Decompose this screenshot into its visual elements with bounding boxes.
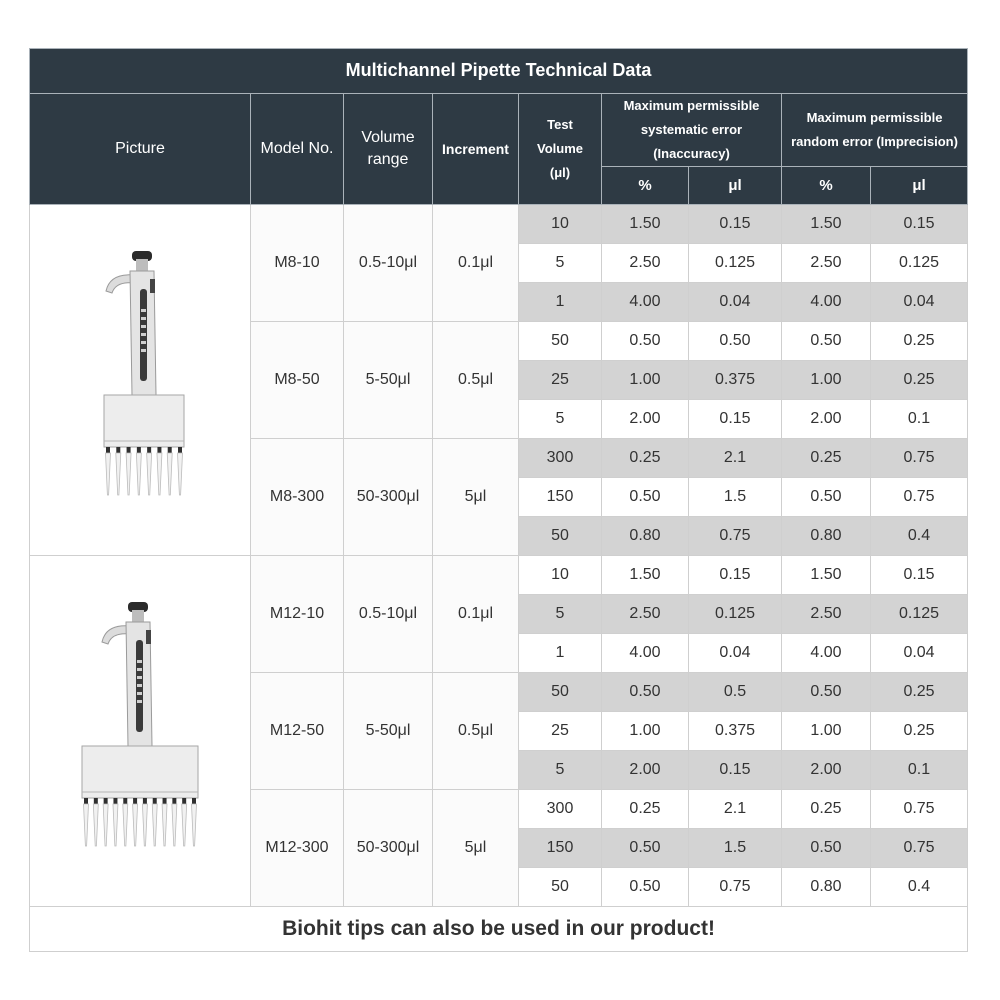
systematic-pct-cell: 0.50 <box>602 322 689 361</box>
test-volume-cell: 25 <box>519 361 602 400</box>
table-body <box>30 205 968 952</box>
volume-range-cell: 5-50μl <box>344 673 433 790</box>
random-pct-cell: 0.80 <box>782 868 871 907</box>
test-volume-cell: 50 <box>519 322 602 361</box>
test-volume-cell: 5 <box>519 244 602 283</box>
random-ul-cell: 0.4 <box>871 868 968 907</box>
random-ul-cell: 0.1 <box>871 400 968 439</box>
systematic-ul-cell: 0.15 <box>689 400 782 439</box>
test-volume-cell: 300 <box>519 439 602 478</box>
footer-note: Biohit tips can also be used in our product! <box>30 907 968 952</box>
volume-range-cell: 0.5-10μl <box>344 556 433 673</box>
volume-range-cell: 50-300μl <box>344 790 433 907</box>
volume-range-cell: 0.5-10μl <box>344 205 433 322</box>
systematic-ul-cell: 0.15 <box>689 556 782 595</box>
systematic-ul-cell: 0.375 <box>689 361 782 400</box>
header-systematic-error: Maximum permissible systematic error (Inaccuracy) <box>602 94 782 167</box>
random-pct-cell: 0.25 <box>782 790 871 829</box>
random-pct-cell: 1.50 <box>782 556 871 595</box>
random-ul-cell: 0.25 <box>871 673 968 712</box>
systematic-pct-cell: 0.50 <box>602 673 689 712</box>
increment-cell: 0.5μl <box>433 673 519 790</box>
model-cell: M12-300 <box>251 790 344 907</box>
random-pct-cell: 1.00 <box>782 712 871 751</box>
increment-cell: 5μl <box>433 439 519 556</box>
systematic-ul-cell: 0.50 <box>689 322 782 361</box>
systematic-pct-cell: 0.50 <box>602 868 689 907</box>
test-volume-cell: 150 <box>519 829 602 868</box>
systematic-ul-cell: 0.15 <box>689 751 782 790</box>
random-ul-cell: 0.15 <box>871 205 968 244</box>
test-volume-cell: 25 <box>519 712 602 751</box>
systematic-pct-cell: 0.80 <box>602 517 689 556</box>
technical-data-sheet <box>29 48 967 952</box>
systematic-pct-cell: 1.00 <box>602 361 689 400</box>
volume-range-cell: 5-50μl <box>344 322 433 439</box>
systematic-pct-cell: 2.00 <box>602 751 689 790</box>
systematic-pct-cell: 0.25 <box>602 790 689 829</box>
test-volume-cell: 1 <box>519 634 602 673</box>
random-ul-cell: 0.125 <box>871 244 968 283</box>
increment-cell: 0.1μl <box>433 556 519 673</box>
header-random-pct: % <box>782 167 871 205</box>
pipette-drawing <box>40 596 240 866</box>
table-row <box>30 556 968 595</box>
systematic-ul-cell: 0.125 <box>689 595 782 634</box>
volume-range-cell: 50-300μl <box>344 439 433 556</box>
random-pct-cell: 0.80 <box>782 517 871 556</box>
systematic-ul-cell: 0.04 <box>689 283 782 322</box>
random-pct-cell: 0.50 <box>782 322 871 361</box>
random-ul-cell: 0.25 <box>871 361 968 400</box>
systematic-ul-cell: 0.75 <box>689 517 782 556</box>
test-volume-cell: 1 <box>519 283 602 322</box>
systematic-ul-cell: 0.04 <box>689 634 782 673</box>
test-volume-cell: 50 <box>519 673 602 712</box>
model-cell: M12-10 <box>251 556 344 673</box>
random-ul-cell: 0.25 <box>871 322 968 361</box>
systematic-ul-cell: 0.5 <box>689 673 782 712</box>
systematic-pct-cell: 2.50 <box>602 595 689 634</box>
header-model: Model No. <box>251 94 344 205</box>
model-cell: M8-300 <box>251 439 344 556</box>
test-volume-cell: 300 <box>519 790 602 829</box>
random-pct-cell: 0.25 <box>782 439 871 478</box>
test-volume-cell: 150 <box>519 478 602 517</box>
test-volume-cell: 5 <box>519 400 602 439</box>
test-volume-cell: 50 <box>519 517 602 556</box>
test-volume-cell: 5 <box>519 751 602 790</box>
header-increment: Increment <box>433 94 519 205</box>
systematic-ul-cell: 0.125 <box>689 244 782 283</box>
table-title: Multichannel Pipette Technical Data <box>30 49 968 94</box>
random-ul-cell: 0.125 <box>871 595 968 634</box>
random-pct-cell: 2.50 <box>782 595 871 634</box>
random-ul-cell: 0.75 <box>871 478 968 517</box>
header-picture: Picture <box>30 94 251 205</box>
random-ul-cell: 0.1 <box>871 751 968 790</box>
systematic-ul-cell: 1.5 <box>689 829 782 868</box>
increment-cell: 0.5μl <box>433 322 519 439</box>
random-ul-cell: 0.75 <box>871 790 968 829</box>
header-systematic-pct: % <box>602 167 689 205</box>
pipette-drawing <box>40 245 240 515</box>
random-pct-cell: 4.00 <box>782 283 871 322</box>
random-ul-cell: 0.25 <box>871 712 968 751</box>
random-ul-cell: 0.04 <box>871 283 968 322</box>
systematic-ul-cell: 0.75 <box>689 868 782 907</box>
random-pct-cell: 2.50 <box>782 244 871 283</box>
header-random-error: Maximum permissible random error (Imprecision) <box>782 94 968 167</box>
increment-cell: 0.1μl <box>433 205 519 322</box>
random-pct-cell: 0.50 <box>782 478 871 517</box>
table-row <box>30 205 968 244</box>
systematic-ul-cell: 0.375 <box>689 712 782 751</box>
random-pct-cell: 1.50 <box>782 205 871 244</box>
pipette-12-channel-icon <box>30 556 251 907</box>
model-cell: M12-50 <box>251 673 344 790</box>
systematic-ul-cell: 0.15 <box>689 205 782 244</box>
technical-data-table <box>29 48 968 952</box>
systematic-ul-cell: 1.5 <box>689 478 782 517</box>
systematic-pct-cell: 0.25 <box>602 439 689 478</box>
systematic-ul-cell: 2.1 <box>689 790 782 829</box>
random-ul-cell: 0.4 <box>871 517 968 556</box>
test-volume-cell: 5 <box>519 595 602 634</box>
systematic-ul-cell: 2.1 <box>689 439 782 478</box>
systematic-pct-cell: 0.50 <box>602 829 689 868</box>
random-pct-cell: 2.00 <box>782 400 871 439</box>
model-cell: M8-50 <box>251 322 344 439</box>
header-volume-range: Volume range <box>344 94 433 205</box>
header-test-volume: Test Volume (μl) <box>519 94 602 205</box>
random-pct-cell: 2.00 <box>782 751 871 790</box>
random-pct-cell: 0.50 <box>782 829 871 868</box>
systematic-pct-cell: 1.50 <box>602 205 689 244</box>
random-ul-cell: 0.15 <box>871 556 968 595</box>
test-volume-cell: 10 <box>519 556 602 595</box>
random-ul-cell: 0.75 <box>871 829 968 868</box>
random-pct-cell: 0.50 <box>782 673 871 712</box>
pipette-8-channel-icon <box>30 205 251 556</box>
systematic-pct-cell: 0.50 <box>602 478 689 517</box>
footer-row <box>30 907 968 952</box>
test-volume-cell: 10 <box>519 205 602 244</box>
header-systematic-ul: μl <box>689 167 782 205</box>
systematic-pct-cell: 1.00 <box>602 712 689 751</box>
systematic-pct-cell: 4.00 <box>602 634 689 673</box>
header-random-ul: μl <box>871 167 968 205</box>
random-ul-cell: 0.75 <box>871 439 968 478</box>
systematic-pct-cell: 2.50 <box>602 244 689 283</box>
random-pct-cell: 4.00 <box>782 634 871 673</box>
systematic-pct-cell: 4.00 <box>602 283 689 322</box>
random-ul-cell: 0.04 <box>871 634 968 673</box>
random-pct-cell: 1.00 <box>782 361 871 400</box>
test-volume-cell: 50 <box>519 868 602 907</box>
increment-cell: 5μl <box>433 790 519 907</box>
systematic-pct-cell: 1.50 <box>602 556 689 595</box>
model-cell: M8-10 <box>251 205 344 322</box>
systematic-pct-cell: 2.00 <box>602 400 689 439</box>
